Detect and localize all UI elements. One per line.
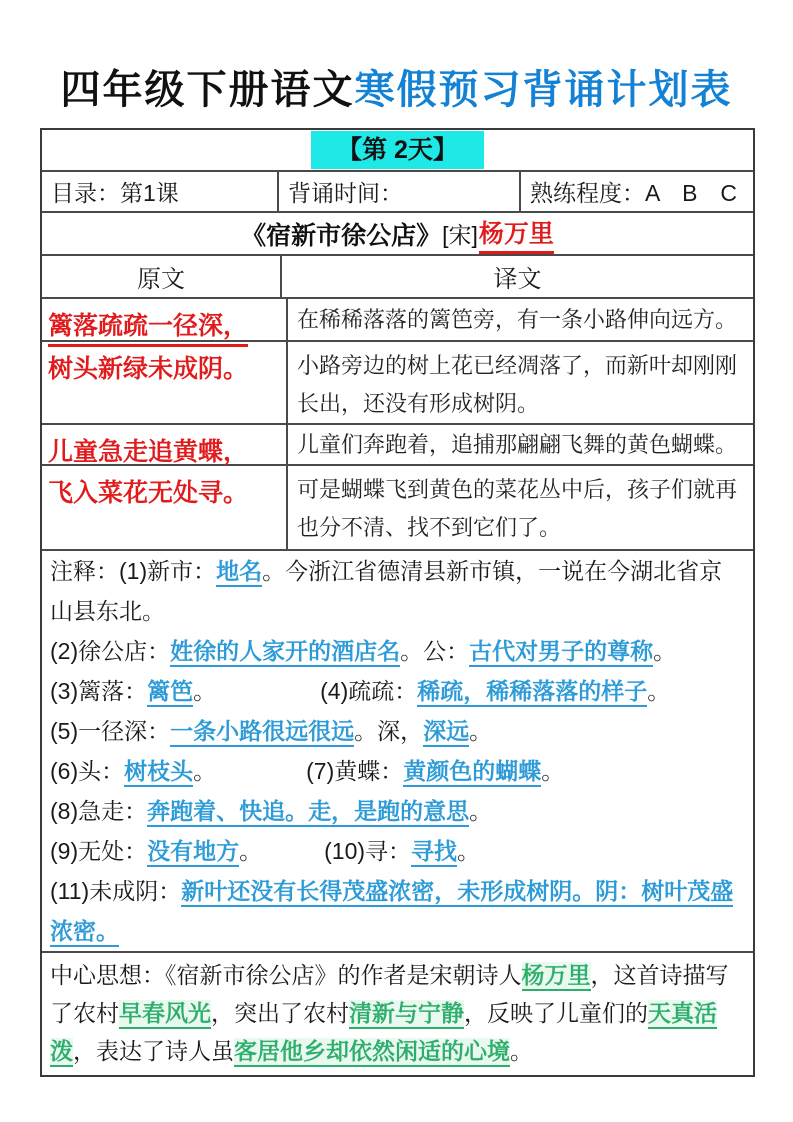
central-idea-section (42, 951, 753, 1075)
poem-title-row (42, 211, 753, 254)
poem-line-original: 树头新绿未成阴。 (42, 342, 288, 423)
poem-author: 杨万里 (479, 214, 554, 254)
poem-row-2 (42, 340, 753, 423)
note-line: 山县东北。 (50, 598, 165, 624)
day-header-badge: 【第 2天】 (311, 131, 484, 169)
page-title (0, 58, 793, 115)
note-line: (8)急走：奔跑着、快追。走，是跑的意思。 (50, 791, 745, 831)
poem-row-3 (42, 423, 753, 464)
central-idea-line: 泼，表达了诗人虽客居他乡却依然闲适的心境。 (50, 1032, 745, 1070)
column-header-row (42, 254, 753, 297)
poem-line-original: 儿童急走追黄蝶， (42, 425, 288, 464)
proficiency-cell: 熟练程度：A B C (519, 172, 753, 211)
poem-line-translation: 在稀稀落落的篱笆旁，有一条小路伸向远方。 (297, 306, 738, 332)
column-header-original: 原文 (42, 256, 282, 297)
note-line: (3)篱落：篱笆。 (4)疏疏：稀疏，稀稀落落的样子。 (50, 671, 745, 711)
study-plan-table (40, 128, 755, 1077)
note-line: 浓密。 (50, 911, 745, 951)
poem-line-original: 篱落疏疏一径深， (42, 299, 288, 340)
central-idea-line: 了农村早春风光，突出了农村清新与宁静，反映了儿童们的天真活 (50, 994, 745, 1032)
recite-time-cell: 背诵时间： (277, 172, 519, 211)
central-idea-line: 中心思想：《宿新市徐公店》的作者是宋朝诗人杨万里，这首诗描写 (50, 956, 745, 994)
poem-dynasty: [宋] (442, 222, 478, 248)
day-header-row (42, 130, 753, 170)
page-title-blue: 寒假预习背诵计划表 (354, 68, 733, 112)
poem-row-1 (42, 297, 753, 340)
note-line: 注释：(1)新市：地名。今浙江省德清县新市镇，一说在今湖北省京 (50, 551, 745, 591)
note-line: (9)无处：没有地方。 (10)寻：寻找。 (50, 831, 745, 871)
info-row (42, 170, 753, 211)
poem-line-translation: 小路旁边的树上花已经凋落了，而新叶却刚刚长出，还没有形成树阴。 (297, 353, 738, 416)
poem-book-title: 《宿新市徐公店》 (241, 221, 442, 250)
note-line: (5)一径深：一条小路很远很远。深，深远。 (50, 711, 745, 751)
column-header-translation: 译文 (493, 266, 542, 293)
poem-line-original: 飞入菜花无处寻。 (42, 466, 288, 549)
catalog-cell: 目录：第1课 (51, 180, 179, 206)
note-line: (6)头：树枝头。 (7)黄蝶：黄颜色的蝴蝶。 (50, 751, 745, 791)
page-title-black: 四年级下册语文 (60, 68, 355, 112)
annotations-section (42, 549, 753, 951)
poem-line-translation: 儿童们奔跑着，追捕那翩翩飞舞的黄色蝴蝶。 (297, 431, 738, 457)
poem-line-translation: 可是蝴蝶飞到黄色的菜花丛中后，孩子们就再也分不清、找不到它们了。 (297, 477, 738, 540)
poem-row-4 (42, 464, 753, 549)
note-line: (11)未成阴：新叶还没有长得茂盛浓密，未形成树阴。阴：树叶茂盛 (50, 871, 745, 911)
note-line: (2)徐公店：姓徐的人家开的酒店名。公：古代对男子的尊称。 (50, 631, 745, 671)
